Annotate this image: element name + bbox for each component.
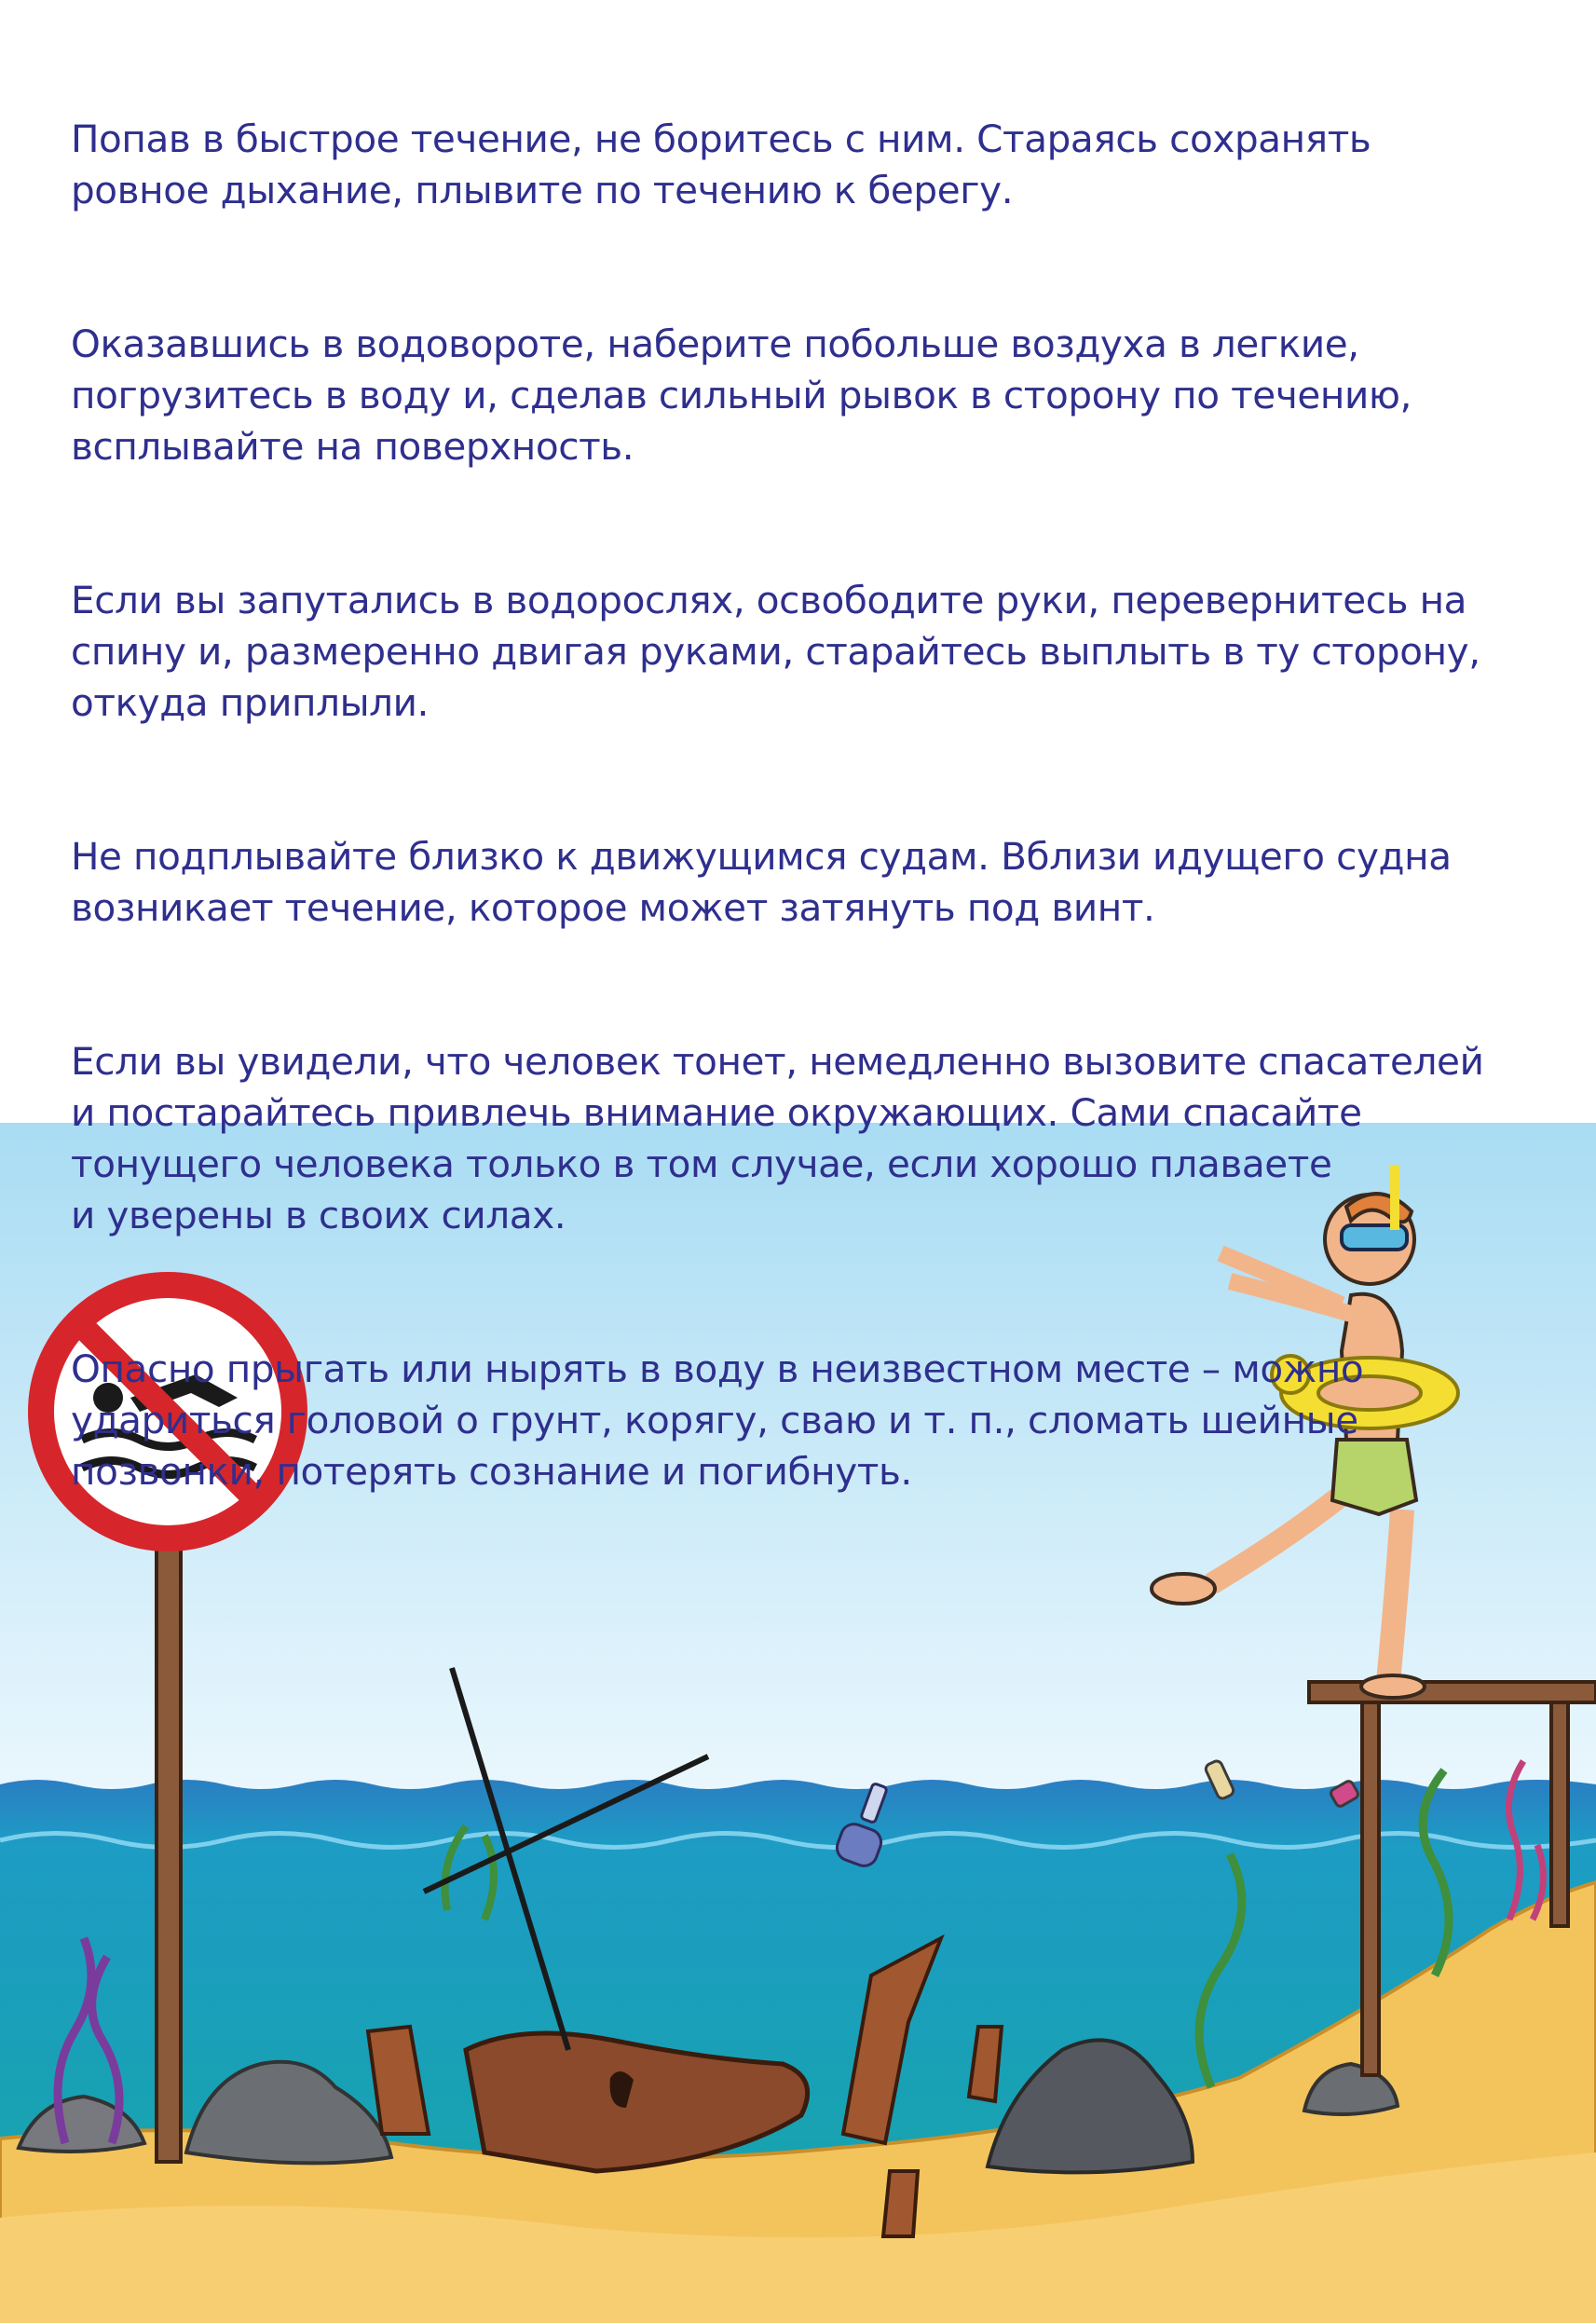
paragraph-fast-current: Попав в быстрое течение, не боритесь с ним. Стараясь сохранять ровное дыхание, плывите по течению к берегу. bbox=[71, 116, 1371, 212]
shipwreck-plank bbox=[883, 2171, 918, 2236]
paragraph-whirlpool: Оказавшись в водовороте, наберите побольше воздуха в легкие, погрузитесь в воду и, сделав сильный рывок в сторону по течению, всплывайте на поверхность. bbox=[71, 321, 1412, 469]
paragraph-diving: Опасно прыгать или нырять в воду в неизвестном месте – можно удариться головой о грунт, корягу, сваю и т. п., сломать шейные позвонки, потерять сознание и погибнуть. bbox=[71, 1346, 1364, 1494]
safety-text bbox=[71, 114, 1543, 1600]
paragraph-seaweed: Если вы запутались в водорослях, освободите руки, перевернитесь на спину и, размеренно двигая руками, старайтесь выплыть в ту сторону, откуда приплыли. bbox=[71, 578, 1480, 725]
sign-post bbox=[157, 1528, 181, 2162]
paragraph-drowning-person: Если вы увидели, что человек тонет, немедленно вызовите спасателей и постарайтесь привлечь внимание окружающих. Сами спасайте тонущего человека только в том случае, если хорошо плаваете и уверены в своих силах. bbox=[71, 1039, 1484, 1237]
paragraph-ships: Не подплывайте близко к движущимся судам. Вблизи идущего судна возникает течение, которое может затянуть под винт. bbox=[71, 834, 1452, 930]
